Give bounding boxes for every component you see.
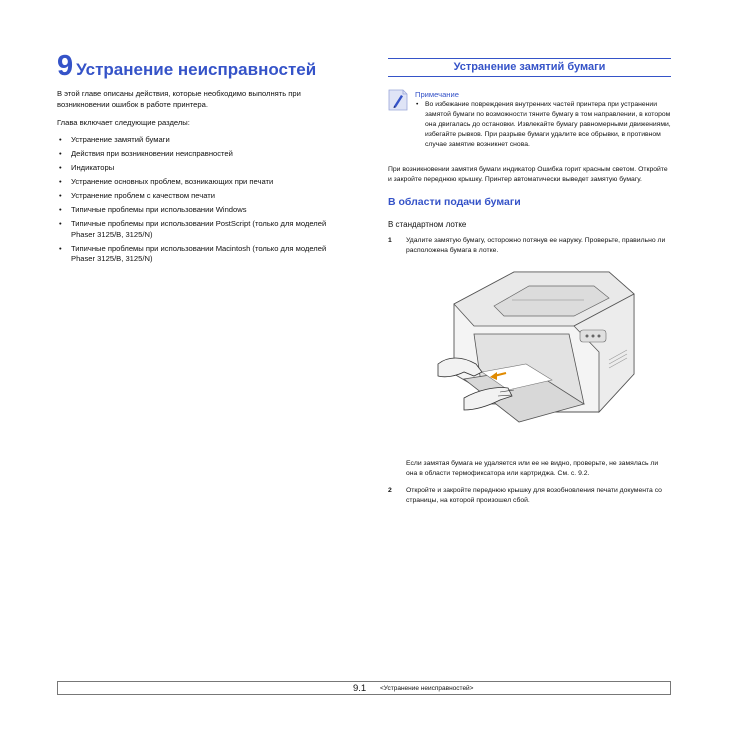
note-pencil-icon (388, 89, 408, 111)
jam-intro-paragraph: При возникновении замятия бумаги индикатор Ошибка горит красным светом. Откройте и закройте переднюю крышку. Принтер автоматически выведет замятую бумагу. (388, 166, 668, 183)
step-number: 1 (388, 237, 392, 244)
toc-item[interactable]: • Типичные проблемы при использовании PostScript (только для моделей Phaser 3125/B, 3125/N) (57, 219, 347, 240)
section-title: Устранение замятий бумаги (388, 58, 671, 77)
feed-area-heading: В области подачи бумаги (388, 196, 521, 208)
chapter-title (57, 50, 316, 83)
toc-item[interactable]: • Устранение проблем с качеством печати (57, 191, 347, 202)
page-number: 9.1 (353, 683, 367, 694)
step-text: Удалите замятую бумагу, осторожно потянув ее наружу. Проверьте, правильно ли расположена бумага в лотке. (406, 237, 666, 254)
step-2 (388, 486, 671, 506)
toc-item[interactable]: • Индикаторы (57, 163, 347, 174)
after-image-paragraph: Если замятая бумага не удаляется или ее не видно, проверьте, не замялась ли она в области термофиксатора или картриджа. См. с. 9.2. (406, 460, 659, 477)
toc-item[interactable]: • Устранение замятий бумаги (57, 135, 347, 146)
note-box (388, 89, 671, 161)
standard-tray-heading: В стандартном лотке (388, 220, 467, 229)
note-text: • Во избежание повреждения внутренних частей принтера при устранении замятой бумаги по возможности тяните бумагу в том направлении, в котором она двигалась до остановки. Извлекайте бумагу равномерными движениями, избегайте рывков. При разрыве бумаги удалите все обрывки, в противном случае замятие возникнет снова. (416, 100, 671, 150)
step-text: Откройте и закройте переднюю крышку для возобновления печати документа со страницы, на которой произошел сбой. (406, 487, 662, 504)
toc-item[interactable]: • Устранение основных проблем, возникающих при печати (57, 177, 347, 188)
step-number: 2 (388, 487, 392, 494)
page-footer (57, 681, 671, 695)
left-column (57, 88, 347, 268)
toc-item[interactable]: • Типичные проблемы при использовании Windows (57, 205, 347, 216)
note-label: Примечание (415, 90, 459, 99)
right-column (388, 58, 671, 506)
printer-paper-jam-illustration (434, 264, 644, 444)
toc-list (57, 135, 347, 265)
toc-item[interactable]: • Типичные проблемы при использовании Macintosh (только для моделей Phaser 3125/B, 3125/N) (57, 244, 347, 265)
intro-paragraph: В этой главе описаны действия, которые необходимо выполнять при возникновении ошибок в работе принтера. (57, 89, 301, 109)
chapter-number: 9 (57, 50, 73, 82)
includes-label: Глава включает следующие разделы: (57, 118, 190, 127)
toc-item[interactable]: • Действия при возникновении неисправностей (57, 149, 347, 160)
step-1 (388, 236, 671, 256)
chapter-title-text: Устранение неисправностей (76, 60, 317, 79)
footer-chapter-title: <Устранение неисправностей> (380, 685, 474, 692)
